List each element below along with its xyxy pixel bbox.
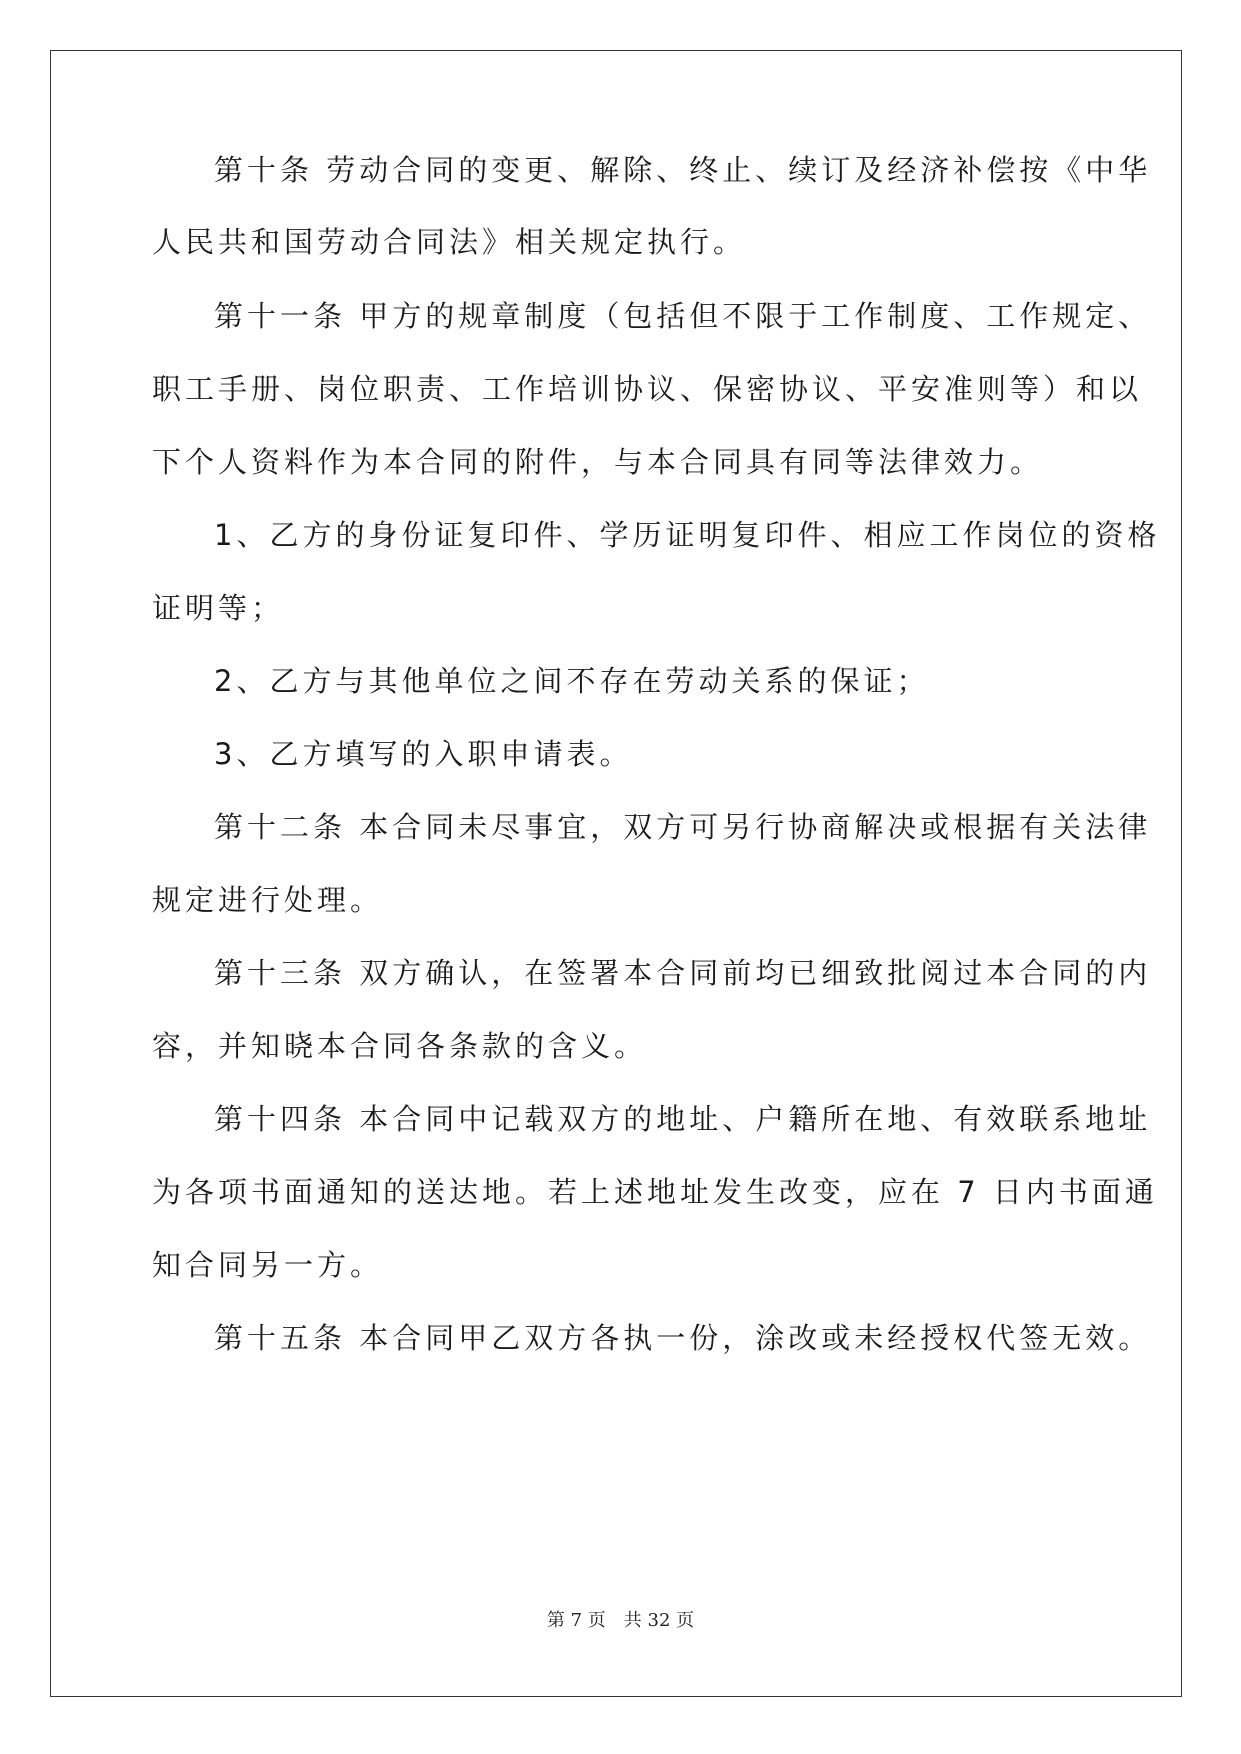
item-1-line-2: 证明等； <box>152 591 285 625</box>
item-1-line-1: 1、乙方的身份证复印件、学历证明复印件、相应工作岗位的资格 <box>214 518 1161 552</box>
article-10-line-1: 第十条 劳动合同的变更、解除、终止、续订及经济补偿按《中华 <box>214 153 1152 187</box>
page-number: 第 7 页 <box>546 1610 606 1631</box>
item-3-line: 3、乙方填写的入职申请表。 <box>214 737 633 771</box>
article-14-line-3: 知合同另一方。 <box>152 1248 384 1282</box>
item-2-line: 2、乙方与其他单位之间不存在劳动关系的保证； <box>214 664 930 698</box>
article-10-line-2: 人民共和国劳动合同法》相关规定执行。 <box>152 225 747 259</box>
article-11-line-1: 第十一条 甲方的规章制度（包括但不限于工作制度、工作规定、 <box>214 299 1152 333</box>
article-11-line-3: 下个人资料作为本合同的附件，与本合同具有同等法律效力。 <box>152 445 1044 479</box>
article-12-line-2: 规定进行处理。 <box>152 883 384 917</box>
article-11-line-2: 职工手册、岗位职责、工作培训协议、保密协议、平安准则等）和以 <box>152 372 1143 406</box>
article-15-line: 第十五条 本合同甲乙双方各执一份，涂改或未经授权代签无效。 <box>214 1321 1152 1355</box>
article-12-line-1: 第十二条 本合同未尽事宜，双方可另行协商解决或根据有关法律 <box>214 810 1152 844</box>
article-13-line-2: 容，并知晓本合同各条款的含义。 <box>152 1029 648 1063</box>
page-total: 共 32 页 <box>623 1610 695 1631</box>
article-14-line-1: 第十四条 本合同中记载双方的地址、户籍所在地、有效联系地址 <box>214 1102 1152 1136</box>
article-14-line-2: 为各项书面通知的送达地。若上述地址发生改变，应在 7 日内书面通 <box>152 1175 1158 1209</box>
article-13-line-1: 第十三条 双方确认，在签署本合同前均已细致批阅过本合同的内 <box>214 956 1152 990</box>
page-footer <box>0 1606 1241 1632</box>
